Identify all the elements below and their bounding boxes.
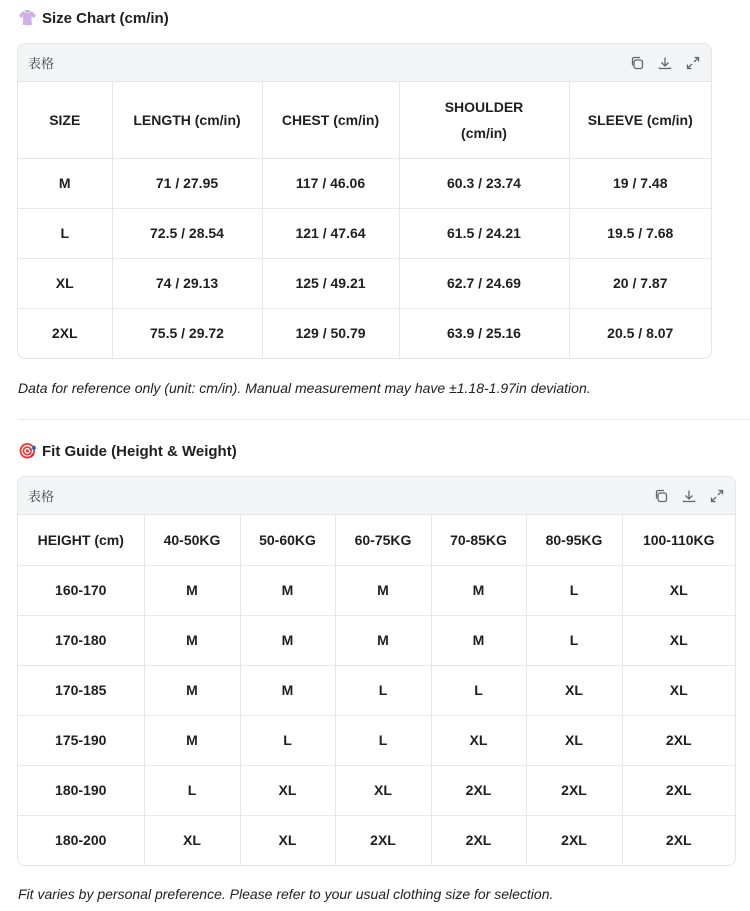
table-row: [18, 615, 735, 665]
column-header: LENGTH (cm/in): [112, 82, 262, 158]
table-cell: XL: [335, 765, 431, 815]
table-cell: 160-170: [18, 565, 144, 615]
table-cell: 61.5 / 24.21: [399, 208, 569, 258]
table-cell: 72.5 / 28.54: [112, 208, 262, 258]
table-cell: 19.5 / 7.68: [569, 208, 711, 258]
column-header: HEIGHT (cm): [18, 515, 144, 565]
table-cell: M: [240, 565, 335, 615]
table-cell: M: [240, 615, 335, 665]
table-cell: 2XL: [622, 715, 735, 765]
table-cell: 2XL: [526, 815, 622, 865]
table-cell: M: [240, 665, 335, 715]
table-row: [18, 565, 735, 615]
table-cell: 180-200: [18, 815, 144, 865]
table-cell: L: [526, 615, 622, 665]
table-label: 表格: [28, 490, 55, 505]
table-row: [18, 815, 735, 865]
table-cell: L: [240, 715, 335, 765]
table-row: [18, 208, 711, 258]
table-label: 表格: [28, 57, 55, 72]
section-divider: [18, 419, 750, 420]
table-cell: 129 / 50.79: [262, 308, 399, 358]
table-cell: 117 / 46.06: [262, 158, 399, 208]
size-chart-title: [18, 9, 169, 27]
table-cell: 62.7 / 24.69: [399, 258, 569, 308]
table-cell: L: [431, 665, 526, 715]
download-icon[interactable]: [681, 488, 697, 504]
download-icon[interactable]: [657, 55, 673, 71]
table-cell: XL: [622, 665, 735, 715]
table-cell: M: [144, 565, 240, 615]
size-chart-table-header: [18, 44, 711, 82]
column-header: 40-50KG: [144, 515, 240, 565]
shirt-icon: 👚: [18, 10, 37, 27]
table-cell: 121 / 47.64: [262, 208, 399, 258]
table-row: [18, 258, 711, 308]
table-cell: 2XL: [335, 815, 431, 865]
table-cell: XL: [240, 765, 335, 815]
table-cell: 2XL: [431, 765, 526, 815]
table-cell: 180-190: [18, 765, 144, 815]
column-header: SIZE: [18, 82, 112, 158]
table-cell: XL: [18, 258, 112, 308]
fit-guide-title: [18, 442, 237, 460]
table-cell: L: [335, 715, 431, 765]
table-cell: M: [144, 615, 240, 665]
target-icon: 🎯: [18, 443, 37, 460]
table-row: [18, 665, 735, 715]
table-cell: L: [144, 765, 240, 815]
table-cell: XL: [240, 815, 335, 865]
column-header: SLEEVE (cm/in): [569, 82, 711, 158]
fit-guide-table: [18, 515, 735, 865]
copy-icon[interactable]: [629, 55, 645, 71]
table-cell: XL: [526, 665, 622, 715]
table-cell: 74 / 29.13: [112, 258, 262, 308]
table-cell: 19 / 7.48: [569, 158, 711, 208]
table-cell: 170-180: [18, 615, 144, 665]
fit-guide-table-container: [17, 476, 736, 866]
table-cell: 2XL: [526, 765, 622, 815]
table-cell: XL: [622, 615, 735, 665]
table-cell: XL: [622, 565, 735, 615]
table-header-row: [18, 515, 735, 565]
table-cell: M: [431, 565, 526, 615]
size-chart-table-container: [17, 43, 712, 359]
table-cell: 20.5 / 8.07: [607, 325, 674, 342]
size-chart-table: [18, 82, 711, 358]
column-header: 70-85KG: [431, 515, 526, 565]
table-row: [18, 308, 711, 358]
column-header: SHOULDER (cm/in): [399, 82, 569, 158]
fit-guide-note: Fit varies by personal preference. Please refer to your usual clothing size for selection.: [18, 886, 554, 902]
column-header: 80-95KG: [526, 515, 622, 565]
column-header: 60-75KG: [335, 515, 431, 565]
table-cell: 2XL: [665, 832, 692, 849]
table-cell: L: [335, 665, 431, 715]
size-chart-note: Data for reference only (unit: cm/in). Manual measurement may have ±1.18-1.97in deviation.: [18, 380, 591, 396]
table-cell: M: [335, 565, 431, 615]
fit-guide-title-text: Fit Guide (Height & Weight): [42, 442, 237, 460]
table-cell: M: [335, 615, 431, 665]
table-header-row: [18, 82, 711, 158]
table-cell: L: [18, 208, 112, 258]
table-row: [18, 715, 735, 765]
table-cell: M: [431, 615, 526, 665]
table-cell: 20 / 7.87: [569, 258, 711, 308]
table-cell: M: [18, 158, 112, 208]
table-cell: 175-190: [18, 715, 144, 765]
table-cell: XL: [431, 715, 526, 765]
table-cell: XL: [144, 815, 240, 865]
table-cell: 75.5 / 29.72: [112, 308, 262, 358]
copy-icon[interactable]: [653, 488, 669, 504]
table-cell: M: [144, 665, 240, 715]
table-cell: 2XL: [431, 815, 526, 865]
table-cell: 2XL: [622, 765, 735, 815]
column-header: CHEST (cm/in): [262, 82, 399, 158]
table-cell: XL: [526, 715, 622, 765]
table-cell: 2XL: [18, 308, 112, 358]
fit-guide-table-header: [18, 477, 735, 515]
table-cell: 60.3 / 23.74: [399, 158, 569, 208]
table-row: [18, 765, 735, 815]
table-cell: 71 / 27.95: [112, 158, 262, 208]
table-cell: 63.9 / 25.16: [399, 308, 569, 358]
column-header: 100-110KG: [622, 515, 735, 565]
table-cell: 125 / 49.21: [262, 258, 399, 308]
expand-icon[interactable]: [709, 488, 725, 504]
size-chart-title-text: Size Chart (cm/in): [42, 9, 169, 27]
column-header: 50-60KG: [240, 515, 335, 565]
table-row: [18, 158, 711, 208]
table-cell: 170-185: [18, 665, 144, 715]
table-cell: L: [526, 565, 622, 615]
table-cell: M: [144, 715, 240, 765]
expand-icon[interactable]: [685, 55, 701, 71]
